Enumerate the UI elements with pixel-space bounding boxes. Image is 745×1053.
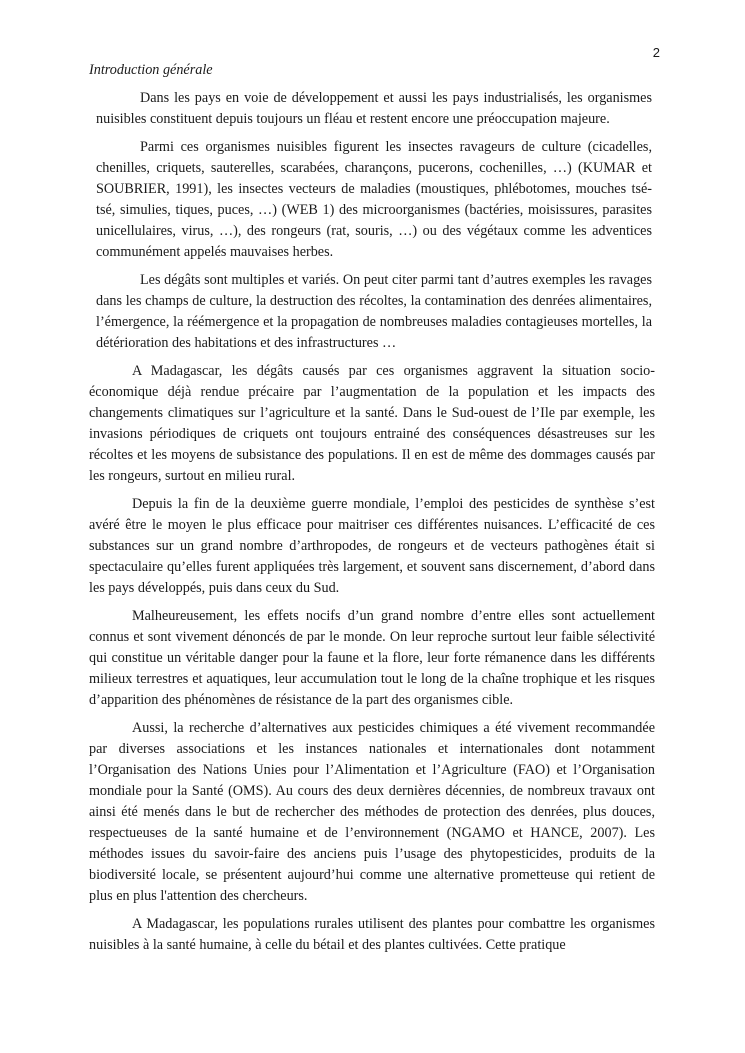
section-title: Introduction générale — [89, 62, 213, 78]
body-text — [89, 88, 655, 956]
paragraph-harmful-effects: Malheureusement, les effets nocifs d’un grand nombre d’entre elles sont actuellement connus et sont vivement dénoncés de par le monde. On leur reproche surtout leur faible sélectivité qui constitue un véritable danger pour la faune et la flore, leur forte rémanence dans les différents milieux terrestres et aquatiques, leur accumulation tout le long de la chaîne trophique et les risques d’apparition des phénomènes de résistance de la part des organismes cible. — [89, 608, 655, 708]
page-number: 2 — [652, 45, 660, 60]
paragraph-alternatives: Aussi, la recherche d’alternatives aux pesticides chimiques a été vivement recommandée par diverses associations et les instances nationales et internationales dont notamment l’Organisation des Nations Unies pour l’Alimentation et l’Agriculture (FAO) et l’Organisation mondiale pour la Santé (OMS). Au cours des deux dernières décennies, de nombreux travaux ont ainsi été menés dans le but de rechercher des méthodes de protection des denrées, plus douces, respectueuses de la santé humaine et de l’environnement (NGAMO et HANCE, 2007). Les méthodes issues du savoir-faire des anciens puis l’usage des phytopesticides, produits de la biodiversité locale, se présentent aujourd’hui comme une alternative prometteuse qui retient de plus en plus l'attention des chercheurs. — [89, 720, 655, 904]
paragraph-damages: Les dégâts sont multiples et variés. On peut citer parmi tant d’autres exemples les ravages dans les champs de culture, la destruction des récoltes, la contamination des denrées alimentaires, l’émergence, la réémergence et la propagation de nombreuses maladies contagieuses mortelles, la détérioration des habitations et des infrastructures … — [96, 272, 652, 351]
paragraph-intro-pests: Dans les pays en voie de développement et aussi les pays industrialisés, les organismes nuisibles constituent depuis toujours un fléau et restent encore une préoccupation majeure. — [96, 90, 652, 127]
paragraph-madagascar-plants: A Madagascar, les populations rurales utilisent des plantes pour combattre les organismes nuisibles à la santé humaine, à celle du bétail et des plantes cultivées. Cette pratique — [89, 916, 655, 953]
paragraph-synthetic-pesticides: Depuis la fin de la deuxième guerre mondiale, l’emploi des pesticides de synthèse s’est avéré être le moyen le plus efficace pour maitriser ces différentes nuisances. L’efficacité de ces substances sur un grand nombre d’arthropodes, de rongeurs et de vecteurs pathogènes était si spectaculaire qu’elles furent appliquées très largement, et souvent sans discernement, d’abord dans les pays développés, puis dans ceux du Sud. — [89, 496, 655, 596]
paragraph-pest-examples: Parmi ces organismes nuisibles figurent les insectes ravageurs de culture (cicadelles, chenilles, criquets, sauterelles, scarabées, charançons, pucerons, cochenilles, …) (KUMAR et SOUBRIER, 1991), les insectes vecteurs de maladies (moustiques, phlébotomes, mouches tsé-tsé, simulies, tiques, puces, …) (WEB 1) des microorganismes (bactéries, moisissures, parasites unicellulaires, virus, …), des rongeurs (rat, souris, …) ou des végétaux comme les adventices communément appelés mauvaises herbes. — [96, 139, 652, 260]
paragraph-madagascar-situation: A Madagascar, les dégâts causés par ces organismes aggravent la situation socio-économique déjà rendue précaire par l’augmentation de la population et les impacts des changements climatiques sur l’agriculture et la santé. Dans le Sud-ouest de l’Ile par exemple, les invasions périodiques de criquets ont toujours entrainé des conséquences désastreuses sur les récoltes et les moyens de subsistance des populations. Il en est de même des dommages causés par les rongeurs, surtout en milieu rural. — [89, 363, 655, 484]
